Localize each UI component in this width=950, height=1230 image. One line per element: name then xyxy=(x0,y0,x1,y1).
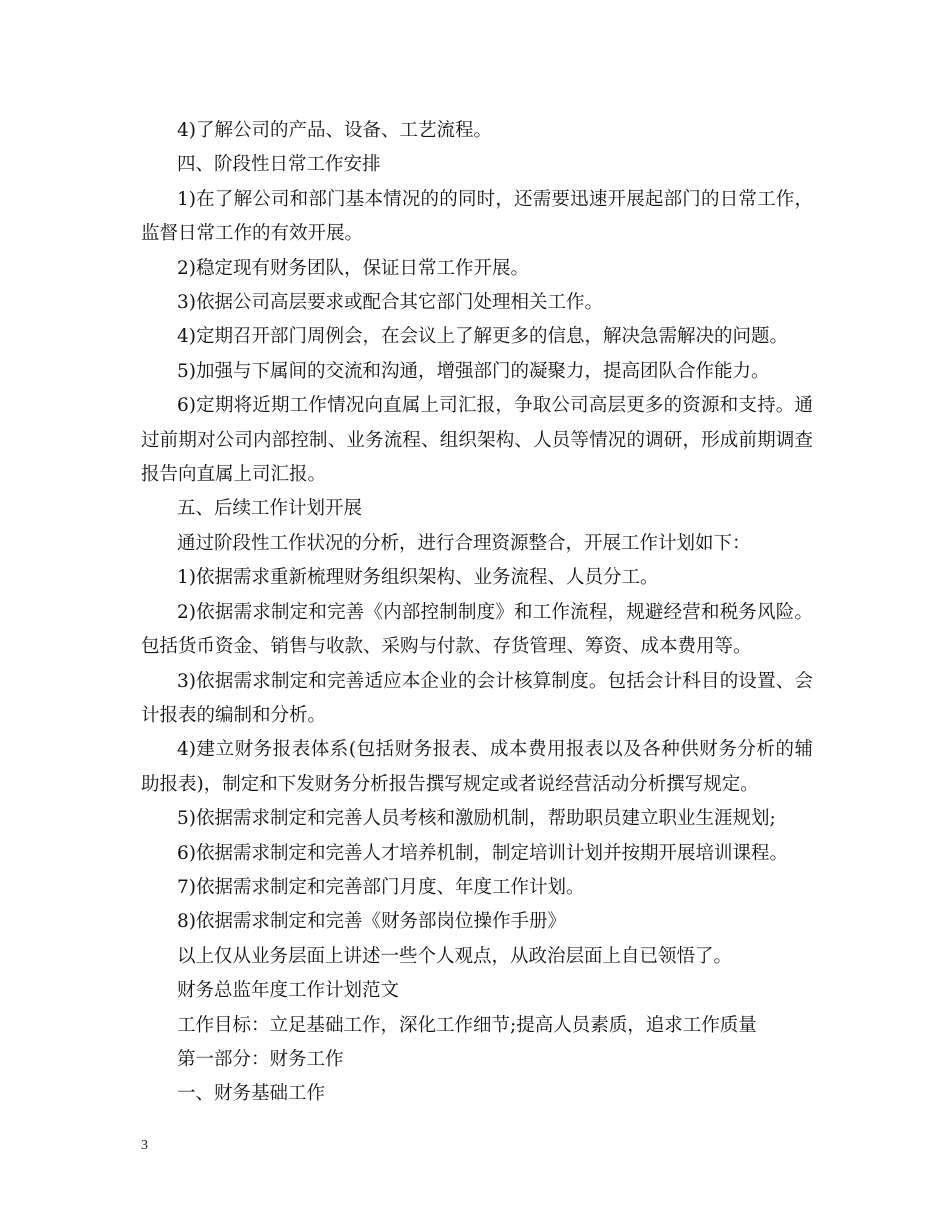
paragraph: 3)依据需求制定和完善适应本企业的会计核算制度。包括会计科目的设置、会计报表的编制和分析。 xyxy=(141,670,813,726)
paragraph: 2)稳定现有财务团队，保证日常工作开展。 xyxy=(177,257,529,279)
paragraph: 8)依据需求制定和完善《财务部岗位操作手册》 xyxy=(177,911,566,933)
paragraph: 3)依据公司高层要求或配合其它部门处理相关工作。 xyxy=(177,292,603,314)
paragraph: 2)依据需求制定和完善《内部控制制度》和工作流程，规避经营和税务风险。包括货币资金、销售与收款、采购与付款、存货管理、筹资、成本费用等。 xyxy=(141,601,813,658)
paragraph: 5)加强与下属间的交流和沟通，增强部门的凝聚力，提高团队合作能力。 xyxy=(177,360,770,382)
paragraph: 1)在了解公司和部门基本情况的的同时，还需要迅速开展起部门的日常工作，监督日常工作的有效开展。 xyxy=(141,188,813,245)
paragraph: 4)建立财务报表体系(包括财务报表、成本费用报表以及各种供财务分析的辅助报表)，制定和下发财务分析报告撰写规定或者说经营活动分析撰写规定。 xyxy=(141,739,813,795)
section-heading: 五、后续工作计划开展 xyxy=(177,498,363,520)
paragraph: 通过阶段性工作状况的分析，进行合理资源整合，开展工作计划如下： xyxy=(177,532,751,554)
paragraph: 6)定期将近期工作情况向直属上司汇报，争取公司高层更多的资源和支持。通过前期对公司内部控制、业务流程、组织架构、人员等情况的调研，形成前期调查报告向直属上司汇报。 xyxy=(141,395,813,486)
section-heading: 一、财务基础工作 xyxy=(177,1083,326,1105)
paragraph: 4)了解公司的产品、设备、工艺流程。 xyxy=(177,120,492,141)
paragraph: 1)依据需求重新梳理财务组织架构、业务流程、人员分工。 xyxy=(177,567,659,589)
document-body xyxy=(141,114,813,1112)
page-number: 3 xyxy=(141,1138,148,1153)
paragraph: 5)依据需求制定和完善人员考核和激励机制，帮助职员建立职业生涯规划; xyxy=(177,808,776,830)
section-heading: 四、阶段性日常工作安排 xyxy=(177,154,381,176)
paragraph: 4)定期召开部门周例会，在会议上了解更多的信息，解决急需解决的问题。 xyxy=(177,326,788,348)
document-title: 财务总监年度工作计划范文 xyxy=(177,980,400,1002)
paragraph: 7)依据需求制定和完善部门月度、年度工作计划。 xyxy=(177,876,585,898)
paragraph: 以上仅从业务层面上讲述一些个人观点，从政治层面上自已领悟了。 xyxy=(177,945,733,967)
section-heading: 第一部分：财务工作 xyxy=(177,1048,344,1070)
paragraph: 6)依据需求制定和完善人才培养机制，制定培训计划并按期开展培训课程。 xyxy=(177,842,788,864)
paragraph: 工作目标：立足基础工作，深化工作细节;提高人员素质，追求工作质量 xyxy=(177,1014,757,1036)
